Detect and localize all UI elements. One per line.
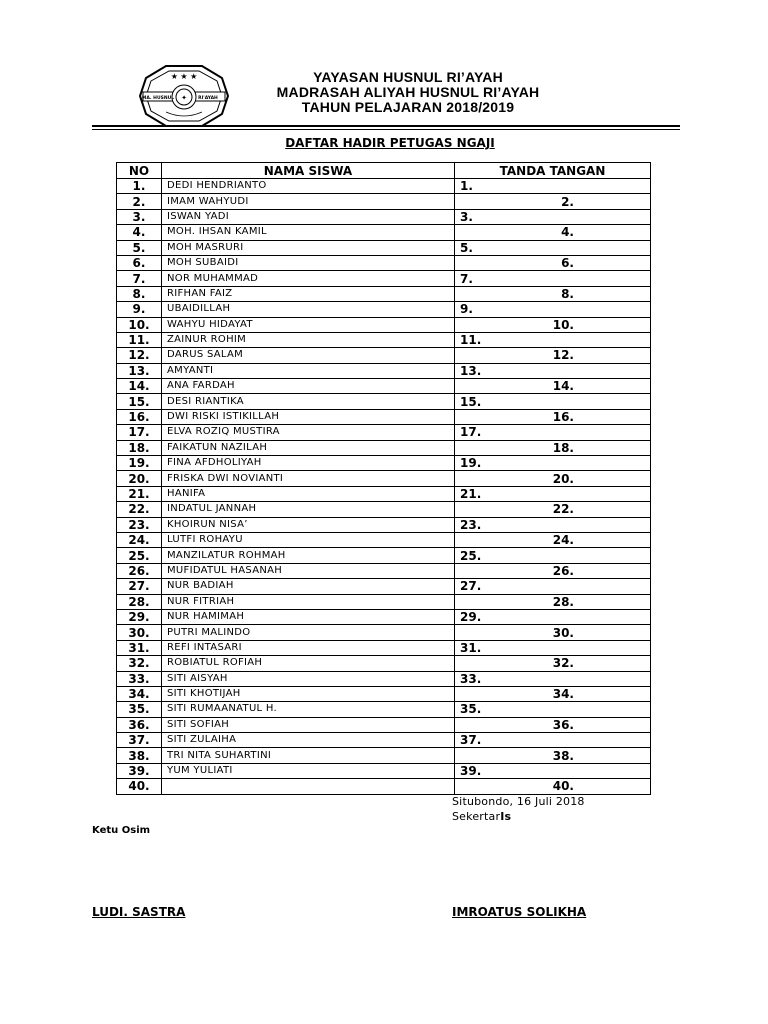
- student-name: AMYANTI: [162, 363, 455, 378]
- student-name: REFI INTASARI: [162, 640, 455, 655]
- table-row: [117, 717, 651, 732]
- table-row: [117, 702, 651, 717]
- signature-slot: 24.: [455, 532, 651, 547]
- table-row: [117, 348, 651, 363]
- row-number: 35.: [117, 702, 162, 717]
- signature-slot: 5.: [455, 240, 651, 255]
- table-row: [117, 317, 651, 332]
- signature-slot: 21.: [455, 486, 651, 501]
- school-logo: [136, 64, 232, 128]
- table-row: [117, 779, 651, 794]
- row-number: 22.: [117, 502, 162, 517]
- letterhead: [238, 70, 578, 115]
- student-name: HANIFA: [162, 486, 455, 501]
- signature-slot: 30.: [455, 625, 651, 640]
- signature-slot: 2.: [455, 194, 651, 209]
- row-number: 19.: [117, 456, 162, 471]
- student-name: ELVA ROZIQ MUSTIRA: [162, 425, 455, 440]
- row-number: 4.: [117, 225, 162, 240]
- row-number: 2.: [117, 194, 162, 209]
- row-number: 1.: [117, 179, 162, 194]
- signature-slot: 16.: [455, 409, 651, 424]
- signature-slot: 33.: [455, 671, 651, 686]
- student-name: ANA FARDAH: [162, 379, 455, 394]
- row-number: 17.: [117, 425, 162, 440]
- row-number: 26.: [117, 563, 162, 578]
- row-number: 10.: [117, 317, 162, 332]
- student-name: TRI NITA SUHARTINI: [162, 748, 455, 763]
- row-number: 11.: [117, 332, 162, 347]
- secretary-name: IMROATUS SOLIKHA: [452, 905, 587, 919]
- student-name: SITI ZULAIHA: [162, 733, 455, 748]
- table-row: [117, 179, 651, 194]
- student-name: MOH MASRURI: [162, 240, 455, 255]
- row-number: 13.: [117, 363, 162, 378]
- signature-slot: 3.: [455, 209, 651, 224]
- student-name: NUR BADIAH: [162, 579, 455, 594]
- row-number: 36.: [117, 717, 162, 732]
- table-row: [117, 609, 651, 624]
- row-number: 6.: [117, 255, 162, 270]
- table-row: [117, 379, 651, 394]
- secretary-role: [452, 810, 511, 823]
- student-name: KHOIRUN NISA’: [162, 517, 455, 532]
- svg-text:★ ★ ★: ★ ★ ★: [170, 72, 198, 81]
- student-name: UBAIDILLAH: [162, 302, 455, 317]
- document-title: DAFTAR HADIR PETUGAS NGAJI: [285, 136, 495, 150]
- secretary-role-prefix: Sekertar: [452, 810, 501, 823]
- table-row: [117, 440, 651, 455]
- row-number: 29.: [117, 609, 162, 624]
- row-number: 21.: [117, 486, 162, 501]
- table-row: [117, 748, 651, 763]
- letterhead-divider-thin: [92, 129, 680, 130]
- student-name: DESI RIANTIKA: [162, 394, 455, 409]
- table-row: [117, 517, 651, 532]
- table-row: [117, 656, 651, 671]
- signature-slot: 31.: [455, 640, 651, 655]
- signature-slot: 15.: [455, 394, 651, 409]
- table-row: [117, 763, 651, 778]
- table-row: [117, 671, 651, 686]
- student-name: DARUS SALAM: [162, 348, 455, 363]
- svg-text:✦: ✦: [181, 94, 187, 102]
- header-student-name: NAMA SISWA: [162, 163, 455, 179]
- student-name: RIFHAN FAIZ: [162, 286, 455, 301]
- student-name: SITI AISYAH: [162, 671, 455, 686]
- student-name: SITI SOFIAH: [162, 717, 455, 732]
- row-number: 15.: [117, 394, 162, 409]
- row-number: 5.: [117, 240, 162, 255]
- signature-slot: 22.: [455, 502, 651, 517]
- student-name: [162, 779, 455, 794]
- signature-slot: 27.: [455, 579, 651, 594]
- table-row: [117, 225, 651, 240]
- row-number: 12.: [117, 348, 162, 363]
- table-row: [117, 471, 651, 486]
- signature-slot: 9.: [455, 302, 651, 317]
- student-name: INDATUL JANNAH: [162, 502, 455, 517]
- student-name: ISWAN YADI: [162, 209, 455, 224]
- table-row: [117, 486, 651, 501]
- signature-slot: 18.: [455, 440, 651, 455]
- signature-slot: 28.: [455, 594, 651, 609]
- student-name: DEDI HENDRIANTO: [162, 179, 455, 194]
- student-name: FRISKA DWI NOVIANTI: [162, 471, 455, 486]
- header-signature: TANDA TANGAN: [455, 163, 651, 179]
- table-row: [117, 733, 651, 748]
- table-row: [117, 240, 651, 255]
- table-row: [117, 548, 651, 563]
- row-number: 16.: [117, 409, 162, 424]
- signature-slot: 25.: [455, 548, 651, 563]
- student-name: FAIKATUN NAZILAH: [162, 440, 455, 455]
- signature-slot: 34.: [455, 686, 651, 701]
- signature-slot: 11.: [455, 332, 651, 347]
- signature-slot: 7.: [455, 271, 651, 286]
- signature-slot: 19.: [455, 456, 651, 471]
- signature-slot: 38.: [455, 748, 651, 763]
- table-row: [117, 271, 651, 286]
- signature-slot: 37.: [455, 733, 651, 748]
- signature-slot: 35.: [455, 702, 651, 717]
- signature-slot: 23.: [455, 517, 651, 532]
- signature-slot: 17.: [455, 425, 651, 440]
- row-number: 25.: [117, 548, 162, 563]
- header-no: NO: [117, 163, 162, 179]
- table-row: [117, 194, 651, 209]
- student-name: MOH SUBAIDI: [162, 255, 455, 270]
- student-name: NUR FITRIAH: [162, 594, 455, 609]
- student-name: ROBIATUL ROFIAH: [162, 656, 455, 671]
- student-name: WAHYU HIDAYAT: [162, 317, 455, 332]
- table-row: [117, 563, 651, 578]
- table-row: [117, 502, 651, 517]
- table-row: [117, 409, 651, 424]
- foundation-name: YAYASAN HUSNUL RI’AYAH: [313, 69, 503, 85]
- row-number: 9.: [117, 302, 162, 317]
- row-number: 20.: [117, 471, 162, 486]
- row-number: 24.: [117, 532, 162, 547]
- row-number: 33.: [117, 671, 162, 686]
- row-number: 37.: [117, 733, 162, 748]
- table-row: [117, 286, 651, 301]
- signature-slot: 4.: [455, 225, 651, 240]
- row-number: 8.: [117, 286, 162, 301]
- table-row: [117, 255, 651, 270]
- signature-slot: 6.: [455, 255, 651, 270]
- svg-text:RI'AYAH: RI'AYAH: [198, 96, 218, 101]
- row-number: 28.: [117, 594, 162, 609]
- student-name: IMAM WAHYUDI: [162, 194, 455, 209]
- row-number: 23.: [117, 517, 162, 532]
- student-name: SITI RUMAANATUL H.: [162, 702, 455, 717]
- student-name: SITI KHOTIJAH: [162, 686, 455, 701]
- signature-slot: 1.: [455, 179, 651, 194]
- table-row: [117, 579, 651, 594]
- table-row: [117, 363, 651, 378]
- student-name: DWI RISKI ISTIKILLAH: [162, 409, 455, 424]
- row-number: 18.: [117, 440, 162, 455]
- student-name: MOH. IHSAN KAMIL: [162, 225, 455, 240]
- signature-slot: 39.: [455, 763, 651, 778]
- row-number: 7.: [117, 271, 162, 286]
- secretary-role-suffix: Is: [500, 810, 512, 823]
- signature-slot: 14.: [455, 379, 651, 394]
- student-name: MUFIDATUL HASANAH: [162, 563, 455, 578]
- table-row: [117, 209, 651, 224]
- signature-slot: 36.: [455, 717, 651, 732]
- signature-slot: 20.: [455, 471, 651, 486]
- place-date: Situbondo, 16 Juli 2018: [452, 795, 585, 808]
- table-row: [117, 425, 651, 440]
- table-row: [117, 686, 651, 701]
- table-row: [117, 332, 651, 347]
- signature-slot: 26.: [455, 563, 651, 578]
- table-row: [117, 532, 651, 547]
- row-number: 38.: [117, 748, 162, 763]
- student-name: NUR HAMIMAH: [162, 609, 455, 624]
- table-row: [117, 640, 651, 655]
- table-row: [117, 394, 651, 409]
- student-name: LUTFI ROHAYU: [162, 532, 455, 547]
- student-name: MANZILATUR ROHMAH: [162, 548, 455, 563]
- row-number: 31.: [117, 640, 162, 655]
- table-row: [117, 456, 651, 471]
- table-row: [117, 625, 651, 640]
- row-number: 30.: [117, 625, 162, 640]
- attendance-table: [116, 162, 651, 795]
- chair-name: LUDI. SASTRA: [92, 905, 186, 919]
- row-number: 40.: [117, 779, 162, 794]
- signature-slot: 10.: [455, 317, 651, 332]
- signature-slot: 13.: [455, 363, 651, 378]
- student-name: FINA AFDHOLIYAH: [162, 456, 455, 471]
- row-number: 32.: [117, 656, 162, 671]
- student-name: YUM YULIATI: [162, 763, 455, 778]
- signature-slot: 8.: [455, 286, 651, 301]
- table-row: [117, 302, 651, 317]
- row-number: 34.: [117, 686, 162, 701]
- table-header-row: [117, 163, 651, 179]
- chair-role: Ketu Osim: [92, 825, 151, 836]
- row-number: 3.: [117, 209, 162, 224]
- svg-text:MA. HUSNUL: MA. HUSNUL: [141, 96, 175, 101]
- row-number: 14.: [117, 379, 162, 394]
- student-name: NOR MUHAMMAD: [162, 271, 455, 286]
- school-name: MADRASAH ALIYAH HUSNUL RI’AYAH: [276, 84, 540, 100]
- table-row: [117, 594, 651, 609]
- student-name: PUTRI MALINDO: [162, 625, 455, 640]
- signature-slot: 29.: [455, 609, 651, 624]
- school-year: TAHUN PELAJARAN 2018/2019: [301, 99, 515, 115]
- row-number: 27.: [117, 579, 162, 594]
- student-name: ZAINUR ROHIM: [162, 332, 455, 347]
- letterhead-divider: [92, 125, 680, 127]
- row-number: 39.: [117, 763, 162, 778]
- signature-slot: 12.: [455, 348, 651, 363]
- signature-slot: 32.: [455, 656, 651, 671]
- signature-slot: 40.: [455, 779, 651, 794]
